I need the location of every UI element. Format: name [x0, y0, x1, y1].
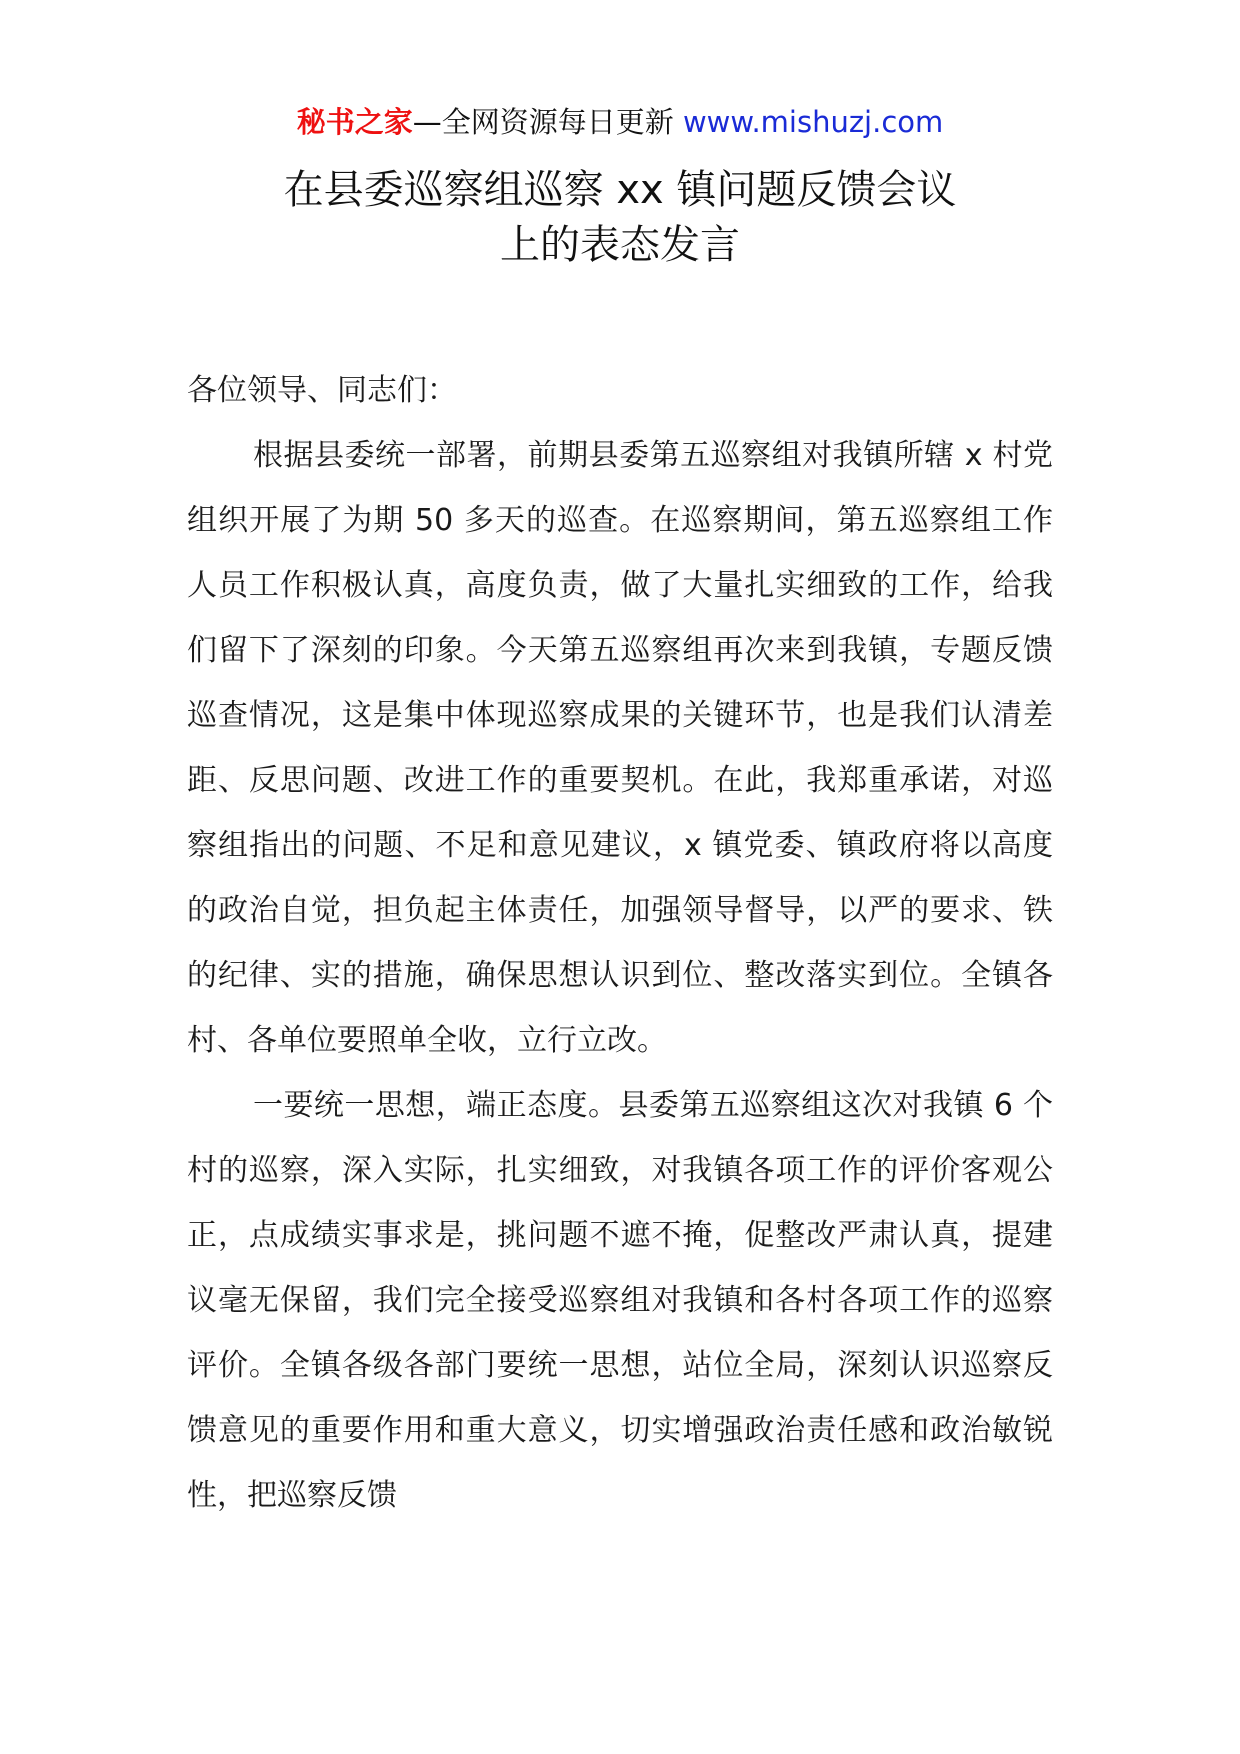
paragraph-1: 根据县委统一部署，前期县委第五巡察组对我镇所辖 x 村党组织开展了为期 50 多天的巡查。在巡察期间，第五巡察组工作人员工作积极认真，高度负责，做了大量扎实细致的工作，给我们留下了深刻的印象。今天第五巡察组再次来到我镇，专题反馈巡查情况，这是集中体现巡察成果的关键环节，也是我们认清差距、反思问题、改进工作的重要契机。在此，我郑重承诺，对巡察组指出的问题、不足和意见建议，x 镇党委、镇政府将以高度的政治自觉，担负起主体责任，加强领导督导，以严的要求、铁的纪律、实的措施，确保思想认识到位、整改落实到位。全镇各村、各单位要照单全收，立行立改。 — [187, 438, 1053, 1058]
header-tagline: —全网资源每日更新 — [412, 105, 674, 139]
document-body — [187, 358, 1053, 1528]
site-url-link[interactable]: www.mishuzj.com — [682, 105, 944, 139]
title-line-2: 上的表态发言 — [500, 222, 740, 268]
paragraph-2: 一要统一思想，端正态度。县委第五巡察组这次对我镇 6 个村的巡察，深入实际，扎实细致，对我镇各项工作的评价客观公正，点成绩实事求是，挑问题不遮不掩，促整改严肃认真，提建议毫无保留，我们完全接受巡察组对我镇和各村各项工作的巡察评价。全镇各级各部门要统一思想，站位全局，深刻认识巡察反馈意见的重要作用和重大意义，切实增强政治责任感和政治敏锐性，把巡察反馈 — [187, 1088, 1053, 1513]
site-header — [0, 100, 1240, 144]
brand-name: 秘书之家 — [296, 105, 413, 139]
title-line-1: 在县委巡察组巡察 xx 镇问题反馈会议 — [283, 167, 957, 213]
salutation: 各位领导、同志们： — [187, 373, 457, 408]
document-title — [150, 163, 1090, 273]
